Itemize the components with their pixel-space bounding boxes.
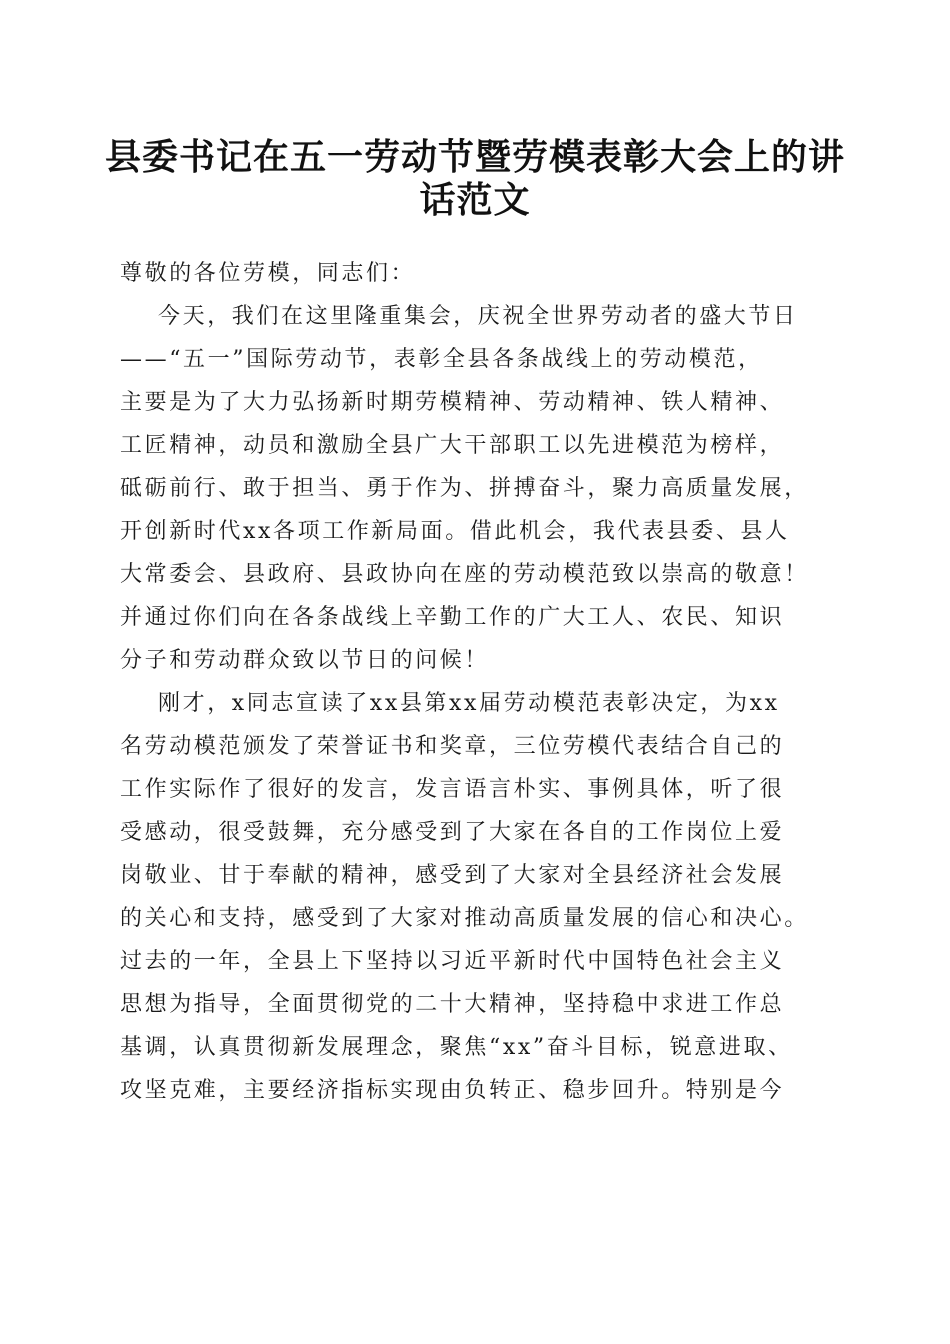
paragraph-2-line: 的关心和支持，感受到了大家对推动高质量发展的信心和决心。 — [120, 906, 809, 931]
paragraph-2-line: 攻坚克难，主要经济指标实现由负转正、稳步回升。特别是今 — [120, 1078, 785, 1103]
salutation: 尊敬的各位劳模，同志们： — [120, 261, 416, 286]
paragraph-2-line: 基调，认真贯彻新发展理念，聚焦“xx”奋斗目标，锐意进取、 — [120, 1035, 793, 1060]
paragraph-2-line: 受感动，很受鼓舞，充分感受到了大家在各自的工作岗位上爱 — [120, 820, 785, 845]
paragraph-2-line: 刚才，x同志宣读了xx县第xx届劳动模范表彰决定，为xx — [158, 691, 780, 716]
title-line-2: 话范文 — [419, 179, 531, 221]
paragraph-2-line: 思想为指导，全面贯彻党的二十大精神，坚持稳中求进工作总 — [120, 992, 785, 1017]
paragraph-2-line: 名劳动模范颁发了荣誉证书和奖章，三位劳模代表结合自己的 — [120, 734, 785, 759]
paragraph-1-line: 砥砺前行、敢于担当、勇于作为、拼搏奋斗，聚力高质量发展， — [120, 476, 809, 501]
paragraph-2-line: 过去的一年，全县上下坚持以习近平新时代中国特色社会主义 — [120, 949, 785, 974]
paragraph-2-line: 工作实际作了很好的发言，发言语言朴实、事例具体，听了很 — [120, 777, 785, 802]
paragraph-2-line: 岗敬业、甘于奉献的精神，感受到了大家对全县经济社会发展 — [120, 863, 785, 888]
paragraph-1-line: 主要是为了大力弘扬新时期劳模精神、劳动精神、铁人精神、 — [120, 390, 785, 415]
paragraph-1-line: 工匠精神，动员和激励全县广大干部职工以先进模范为榜样， — [120, 433, 785, 458]
paragraph-1-line: 分子和劳动群众致以节日的问候！ — [120, 648, 490, 673]
paragraph-1-line: 今天，我们在这里隆重集会，庆祝全世界劳动者的盛大节日 — [158, 304, 798, 329]
title-line-1: 县委书记在五一劳动节暨劳模表彰大会上的讲 — [104, 136, 845, 178]
paragraph-1-line: 大常委会、县政府、县政协向在座的劳动模范致以崇高的敬意！ — [120, 562, 809, 587]
document-body — [120, 252, 835, 1112]
paragraph-1-line: ——“五一”国际劳动节，表彰全县各条战线上的劳动模范， — [120, 347, 763, 372]
paragraph-1-line: 开创新时代xx各项工作新局面。借此机会，我代表县委、县人 — [120, 519, 790, 544]
document-title — [100, 132, 850, 221]
paragraph-1-line: 并通过你们向在各条战线上辛勤工作的广大工人、农民、知识 — [120, 605, 785, 630]
